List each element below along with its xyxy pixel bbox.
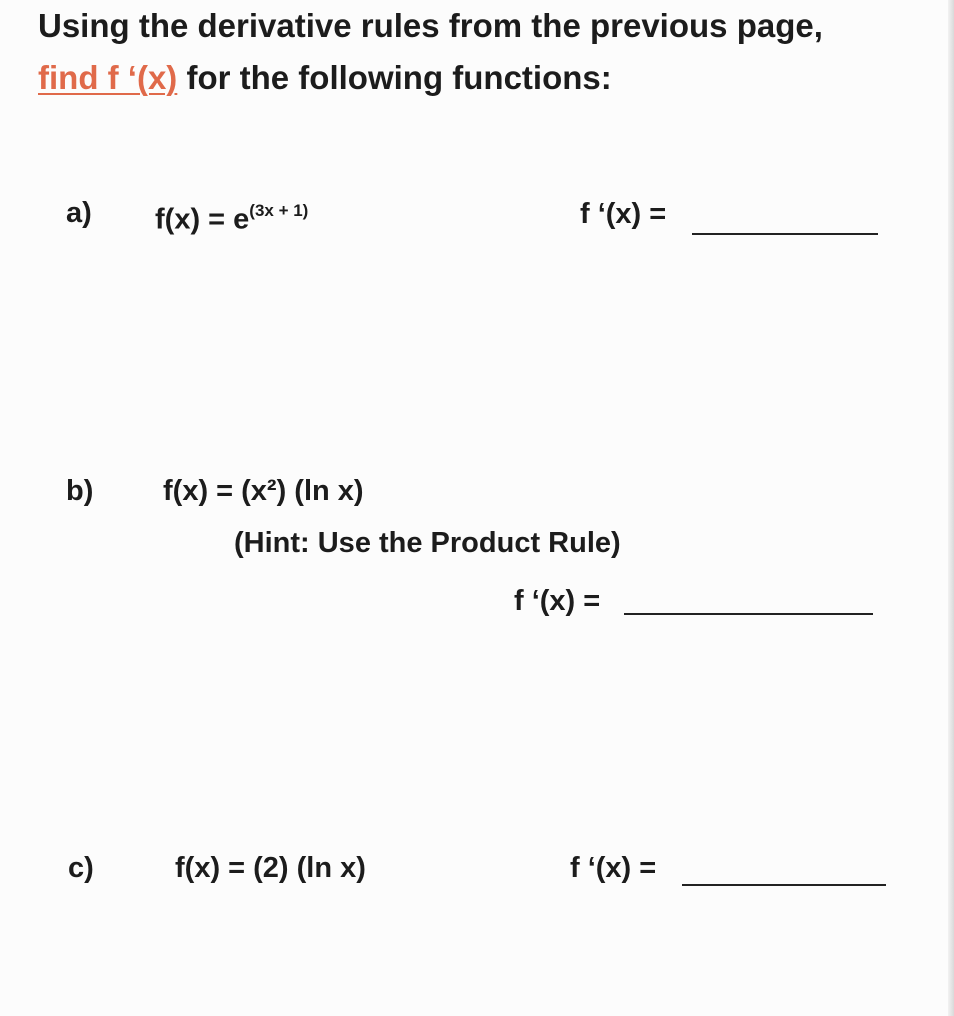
instructions-highlight: find f ‘(x) bbox=[38, 59, 178, 96]
paper-edge-shadow bbox=[948, 0, 954, 1016]
problem-a-label: a) bbox=[66, 197, 92, 229]
instructions-line-2 bbox=[38, 58, 612, 98]
problem-b-label: b) bbox=[66, 475, 94, 507]
instructions-line-2-rest: for the following functions: bbox=[177, 59, 612, 96]
problem-c-answer-blank[interactable] bbox=[682, 884, 886, 886]
problem-b-answer-blank[interactable] bbox=[624, 613, 873, 615]
problem-b-answer-label: f ‘(x) = bbox=[514, 585, 601, 617]
problem-b-function: f(x) = (x²) (ln x) bbox=[163, 475, 364, 507]
problem-a-function bbox=[155, 196, 308, 237]
problem-c-label: c) bbox=[68, 852, 94, 884]
problem-a-answer-label: f ‘(x) = bbox=[580, 198, 667, 230]
problem-a-function-exponent: (3x + 1) bbox=[249, 201, 309, 220]
problem-c-answer-label: f ‘(x) = bbox=[570, 852, 657, 884]
instructions-line-1: Using the derivative rules from the previous page, bbox=[38, 7, 823, 44]
problem-a-answer-blank[interactable] bbox=[692, 233, 878, 235]
problem-b-hint: (Hint: Use the Product Rule) bbox=[234, 527, 621, 559]
problem-a-function-base: f(x) = e bbox=[155, 203, 250, 236]
problem-c-function: f(x) = (2) (ln x) bbox=[175, 852, 366, 884]
